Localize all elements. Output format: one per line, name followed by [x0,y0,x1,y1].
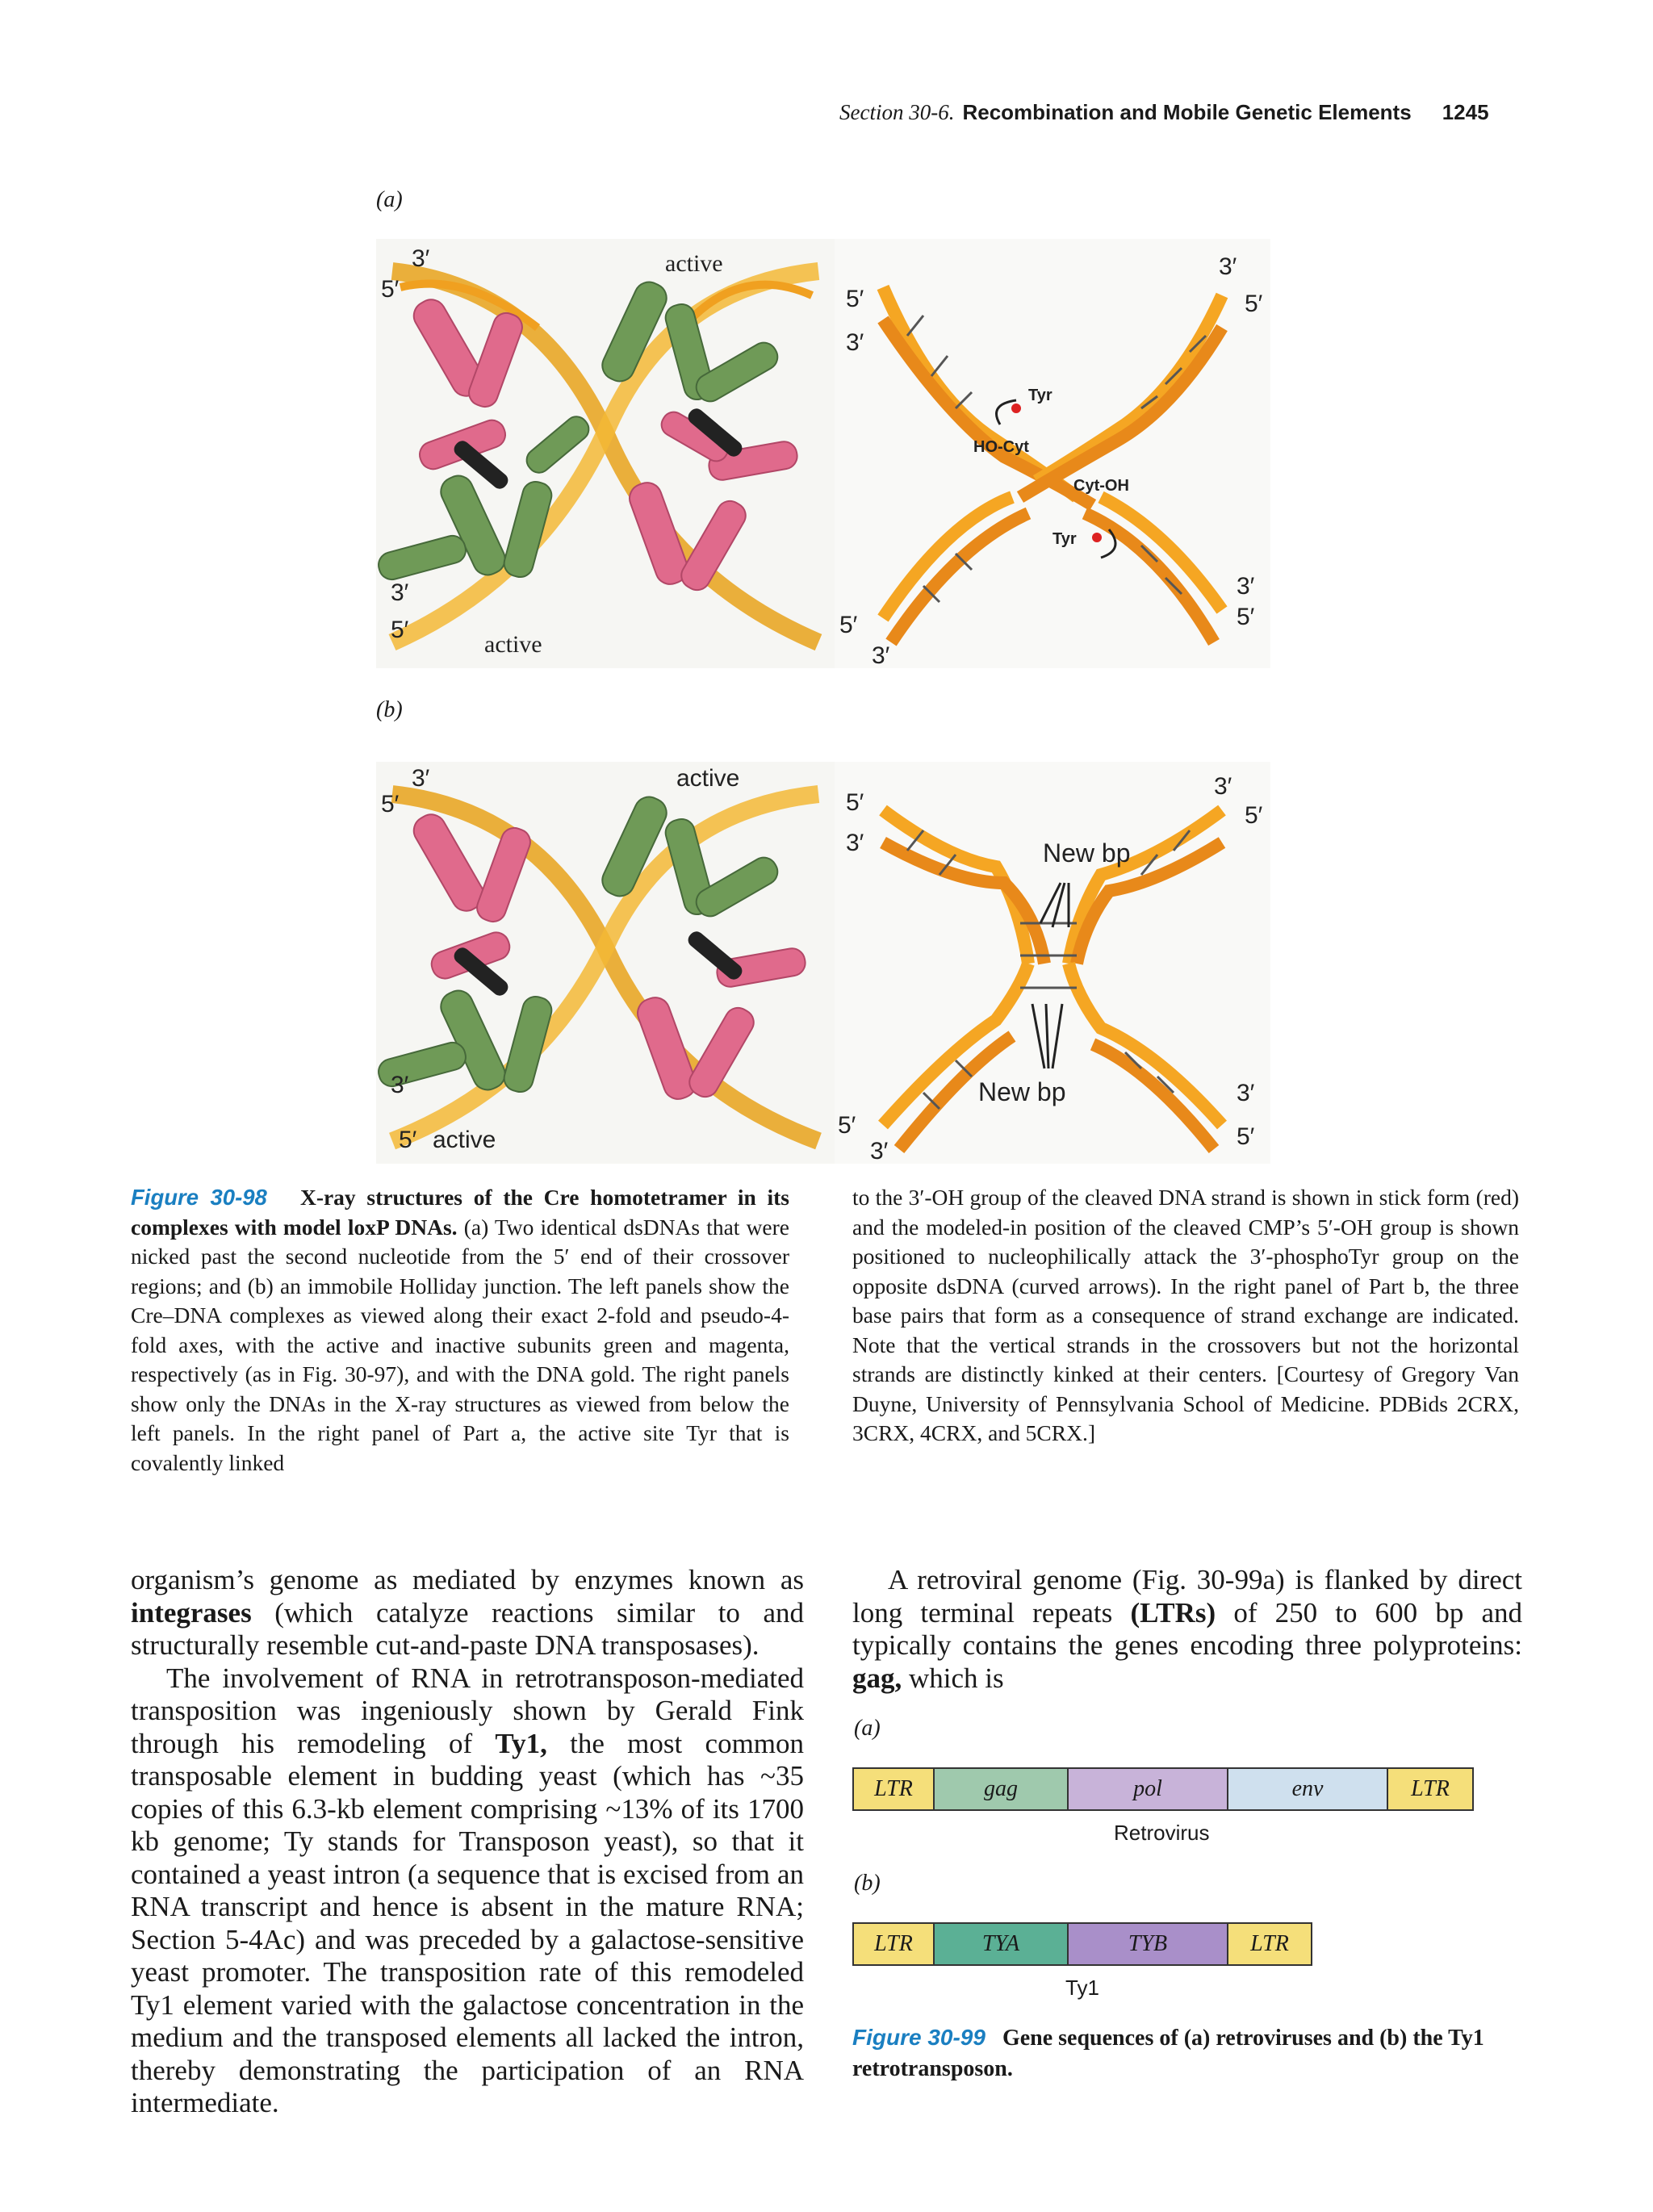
fig99-caption-title: Gene sequences of (a) retroviruses and (b) the Ty1 retrotransposon. [852,2026,1484,2081]
fig98a-dna-label-tyr-1: Tyr [1028,387,1052,404]
left-column [131,1564,804,2120]
fig98a-dna-label-5prime-tl: 5′ [846,286,864,312]
term-ltrs: (LTRs) [1130,1596,1216,1629]
left-paragraph-2 [131,1662,804,2120]
right-p1-text-c: which is [909,1662,1004,1694]
fig98a-dna-label-tyr-2: Tyr [1052,530,1077,548]
fig98b-dna-label-3prime-tl: 3′ [846,830,864,856]
fig98b-dna-image [835,762,1270,1164]
ty1-seg-tya: TYA [935,1924,1069,1964]
term-ty1: Ty1, [495,1727,547,1759]
fig98a-protein-complex-svg [376,239,835,668]
left-p2-text-b: the most common transposable element in budding yeast (which has ~35 copies of this 6.3-kb element comprising ~13% of its 1700 kb genome; Ty stands for Transposon yeast), so that it contained a yeast intron (a sequence that is excised from an RNA transcript and hence is absent in the mature RNA; Section 5-4Ac) and was preceded by a galactose-sensitive yeast promoter. The transposition rate of this remodeled Ty1 element varied with the galactose concentration in the medium and the transposed elements all lacked the intron, thereby demonstrating the participation of an RNA intermediate. [131,1727,805,2118]
fig98b-dna-label-new-bp-top: New bp [1043,838,1131,868]
fig98a-dna-image [835,239,1270,668]
fig98b-protein-complex-image [376,762,835,1164]
ty1-seg-ltr-3: LTR [1228,1924,1311,1964]
fig98a-dna-svg [835,239,1270,668]
fig99-caption [852,2022,1514,2084]
fig98b-dna-label-new-bp-bottom: New bp [978,1077,1066,1106]
fig98b-dna-label-5prime-tl: 5′ [846,789,864,816]
ty1-gene-map [852,1922,1312,1966]
fig98-caption-text-right: to the 3′-OH group of the cleaved DNA strand is shown in stick form (red) and the modeled-in position of the cleaved CMP’s 5′-OH group is shown positioned to nucleophilically attack the 3′-phosphoTyr group on the opposite dsDNA (curved arrows). In the right panel of Part b, the three base pairs that form as a consequence of strand exchange are indicated. Note that the vertical strands in the crossovers but not the horizontal strands are distinctly kinked at their centers. [Courtesy of Gregory Van Duyne, University of Pennsylvania School of Medicine. PDBids 2CRX, 3CRX, 4CRX, and 5CRX.] [852,1185,1519,1445]
left-p2-text-a: The involvement of RNA in retrotransposon-mediated transposition was ingeniously shown by Gerald Fink through his remodeling of [131,1662,804,1759]
retrovirus-gene-map [852,1767,1474,1811]
retrovirus-seg-ltr-5: LTR [854,1769,935,1809]
fig98a-dna-label-5prime-br: 5′ [1237,604,1255,630]
fig98b-label-active-top: active [676,765,740,792]
fig98a-protein-complex-image [376,239,835,668]
fig98a-dna-label-3prime-br: 3′ [1237,573,1255,600]
fig98b-dna-label-3prime-br: 3′ [1237,1080,1255,1106]
right-paragraph-1 [852,1564,1522,1695]
fig99-panel-a-label: (a) [854,1716,881,1741]
fig98a-label-active-bottom: active [484,631,542,658]
fig98b-label-3prime-bl: 3′ [391,1072,409,1098]
fig98a-label-active-top: active [665,250,723,277]
fig98-number: Figure 30-98 [131,1185,267,1210]
fig98a-label-5prime-tl: 5′ [381,276,400,303]
fig98a-dna-label-cyt-oh: Cyt-OH [1073,477,1129,495]
fig99-number: Figure 30-99 [852,2025,986,2050]
ty1-seg-ltr-5: LTR [854,1924,935,1964]
fig98b-label-active-bottom: active [433,1127,496,1153]
fig98a-dna-label-3prime-bl: 3′ [872,642,890,668]
term-integrases: integrases [131,1596,252,1629]
retrovirus-seg-ltr-3: LTR [1388,1769,1472,1809]
fig98a-dna-label-3prime-tl: 3′ [846,329,864,356]
fig98b-dna-label-3prime-tr: 3′ [1214,773,1232,800]
left-paragraph-1 [131,1564,804,1662]
fig98a-dna-label-5prime-tr: 5′ [1245,291,1263,317]
fig98b-dna-label-5prime-tr: 5′ [1245,802,1263,829]
fig98a-dna-label-3prime-tr: 3′ [1219,253,1237,280]
fig98-caption-title: X-ray structures of the Cre homotetramer in its complexes with model loxP DNAs. [131,1185,789,1240]
fig98a-dna-label-ho-cyt: HO-Cyt [973,438,1029,456]
fig98-panel-b-label: (b) [376,697,403,722]
fig98-caption-right [852,1183,1519,1449]
header-title: Recombination and Mobile Genetic Elements [962,100,1412,124]
retrovirus-caption: Retrovirus [1114,1821,1210,1845]
fig98b-dna-label-5prime-br: 5′ [1237,1123,1255,1150]
retrovirus-seg-gag: gag [935,1769,1069,1809]
right-column [852,1564,1522,1695]
left-p1-text-b: (which catalyze reactions similar to and structurally resemble cut-and-paste DNA transposases). [131,1596,804,1661]
fig98-caption-text-left: (a) Two identical dsDNAs that were nicked past the second nucleotide from the 5′ end of their crossover regions; and (b) an immobile Holliday junction. The left panels show the Cre–DNA complexes as viewed along their exact 2-fold and pseudo-4-fold axes, with the active and inactive subunits green and magenta, respectively (as in Fig. 30-97), and with the DNA gold. The right panels show only the DNAs in the X-ray structures as viewed from below the left panels. In the right panel of Part a, the active site Tyr that is covalently linked [131,1214,789,1475]
retrovirus-seg-pol: pol [1069,1769,1228,1809]
fig98a-dna-label-5prime-bl: 5′ [839,612,858,638]
ty1-caption: Ty1 [1065,1976,1099,2000]
fig98b-label-3prime-tl: 3′ [412,765,430,792]
retrovirus-seg-env: env [1228,1769,1388,1809]
fig98b-dna-label-5prime-bl: 5′ [838,1112,856,1139]
right-p1-text-b: of 250 to 600 bp and typically contains the genes encoding three polyproteins: [852,1596,1523,1661]
term-gag: gag, [852,1662,902,1694]
fig98a-label-3prime-bl: 3′ [391,579,409,606]
right-p1-text-a: A retroviral genome (Fig. 30-99a) is flanked by direct long terminal repeats [852,1564,1522,1629]
left-p1-text-a: organism’s genome as mediated by enzymes known as [131,1564,804,1595]
fig98b-label-5prime-tl: 5′ [381,791,400,817]
page-number: 1245 [1442,100,1489,124]
ty1-seg-tyb: TYB [1069,1924,1228,1964]
fig98-panel-a-label: (a) [376,187,403,212]
fig98b-dna-label-3prime-bl: 3′ [870,1138,889,1164]
fig98-caption-left [131,1183,789,1478]
running-header [839,100,1489,125]
fig98a-label-5prime-bl: 5′ [391,617,409,643]
fig99-panel-b-label: (b) [854,1871,881,1896]
fig98b-dna-svg [835,762,1270,1164]
fig98b-label-5prime-bl: 5′ [399,1127,417,1153]
fig98b-protein-complex-svg [376,762,835,1164]
fig98a-label-3prime-tl: 3′ [412,245,430,272]
header-section: Section 30-6. [839,100,955,124]
